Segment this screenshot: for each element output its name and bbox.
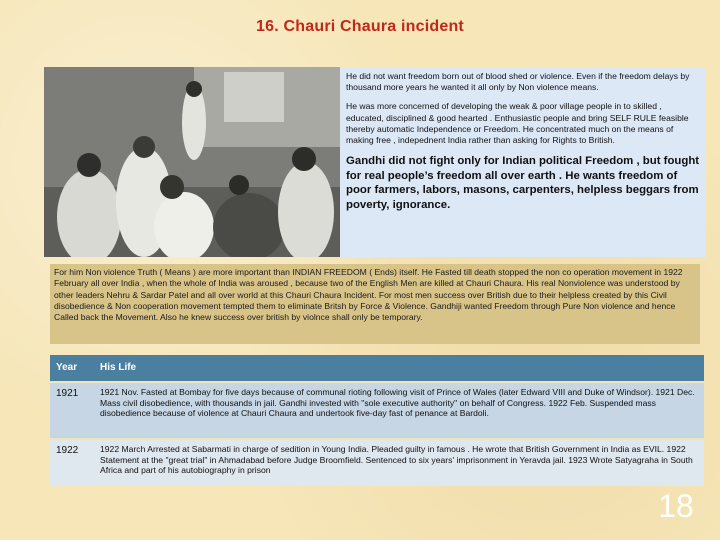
intro-paragraph-1: He did not want freedom born out of blood shed or violence. Even if the freedom delays by thousand more years he wanted it all only by Non violence means. [346,71,690,93]
table-cell-life: 1921 Nov. Fasted at Bombay for five days because of communal rioting following visit of Prince of Wales (later Edward VIII and Duke of Windsor). 1921 Dec. Mass civil disobedience, with thousands in jail. Gandhi invested with "sole executive authority" on behalf of Congress. 1922 Feb. Suspended mass disobedience because of violence at Chauri Chaura and undertook five-day fast of penance at Bardoli. [94,382,704,439]
table-row [50,439,704,486]
intro-paragraph-2: He was more concerned of developing the weak & poor village people in to skilled , educated, disciplined & good hearted . Enthusiastic people and bring SELF RULE feasible thereby automatic Independence or Freedom. He concentrated much on the means of making free , indepednent India rather than asking for Rights to British. [346,101,689,146]
nonviolence-panel: For him Non violence Truth ( Means ) are more important than INDIAN FREEDOM ( Ends) itself. He Fasted till death stopped the non co operation movement in 1922 February all over India , when the whole of India was aroused , because two of the English Men are killed at Chauri Chaura. His real Nonviolence was understood by other leaders Nehru & Sardar Patel and all over world at this Chauri Chaura Incident. For most men success over British due to their helpless created by this Civil disobedience & Non cooperation movement tempted them to eliminate Britsh by Force & Violence. Gandhiji wanted Freedom through Pure Non violence and hence Called back the Movement. Also he knew success over british by violnce shall only be temporary. [50,264,700,344]
historical-photo [44,67,340,257]
table-header-year: Year [50,355,94,382]
intro-highlight: Gandhi did not fight only for Indian political Freedom , but fought for real people’s freedom all over earth . He wants freedom of poor farmers, labors, masons, carpenters, helpless beggars from poverty, ignorance. [346,155,700,211]
table-cell-life: 1922 March Arrested at Sabarmati in charge of sedition in Young India. Pleaded guilty in famous . He wrote that British Government in India as EVIL. 1922 Statement at the "great trial" in Ahmadabad before Judge Broomfield. Sentenced to six years' imprisonment in Yeravda jail. 1923 Wrote Satyagraha in South Africa and part of his autobiography in prison [94,439,704,486]
table-cell-year: 1921 [50,382,94,439]
table-header-row [50,355,704,382]
table-cell-year: 1922 [50,439,94,486]
table-row [50,382,704,439]
page-number: 18 [658,488,694,524]
intro-panel [340,67,706,257]
page-title: 16. Chauri Chaura incident [256,18,464,35]
timeline-table [50,355,704,486]
historical-photo-icon [44,67,340,257]
table-header-life: His Life [94,355,704,382]
